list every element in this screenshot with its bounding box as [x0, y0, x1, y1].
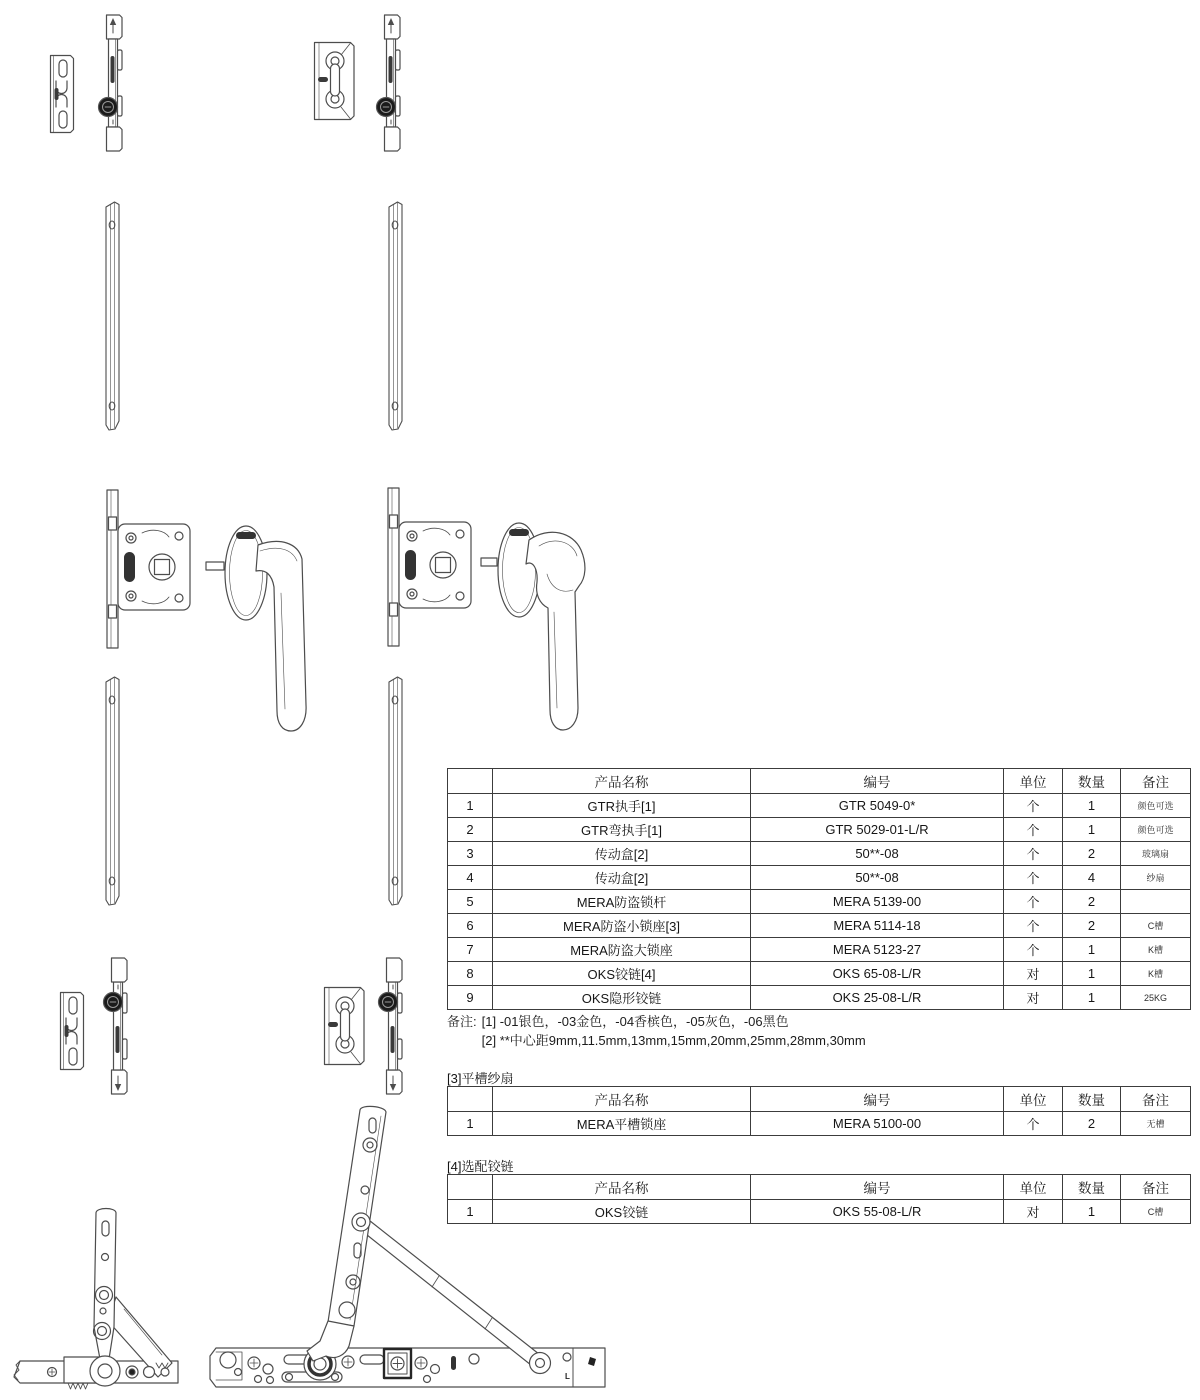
drawing-handle-straight: [206, 526, 306, 731]
table-cell: OKS隐形铰链: [493, 986, 751, 1010]
table-row: [448, 914, 1191, 938]
note-line-2: [2] **中心距9mm,11.5mm,13mm,15mm,20mm,25mm,28mm,30mm: [481, 1033, 866, 1048]
table-cell: 6: [448, 914, 493, 938]
table-cell: 对: [1004, 962, 1063, 986]
table-cell: K槽: [1121, 962, 1191, 986]
drawing-gearbox-2: [388, 488, 471, 646]
column-header: 单位: [1004, 1087, 1063, 1112]
table-cell: 个: [1004, 842, 1063, 866]
table-cell: 1: [1063, 818, 1121, 842]
table-cell: MERA 5123-27: [751, 938, 1004, 962]
table-cell: 2: [1063, 1112, 1121, 1136]
parts-table: [447, 768, 1191, 1010]
column-header: 产品名称: [493, 1087, 751, 1112]
table-cell: 颜色可选: [1121, 794, 1191, 818]
header-row: [448, 769, 1191, 794]
drawing-keeper-large-top: [315, 43, 355, 120]
table-cell: 个: [1004, 890, 1063, 914]
table-cell: 4: [1063, 866, 1121, 890]
drawing-lockrod-4: [389, 677, 402, 905]
table-cell: 5: [448, 890, 493, 914]
table-cell: MERA防盗小锁座[3]: [493, 914, 751, 938]
table-cell: 1: [448, 1200, 493, 1224]
header-row: [448, 1087, 1191, 1112]
column-header: 数量: [1063, 769, 1121, 794]
table-cell: 个: [1004, 818, 1063, 842]
table-cell: 8: [448, 962, 493, 986]
drawing-keeper-large-bottom: [325, 988, 365, 1065]
notes: [447, 1012, 866, 1050]
table-cell: 个: [1004, 938, 1063, 962]
drawing-lockrod-1: [106, 202, 119, 430]
table-cell: C槽: [1121, 1200, 1191, 1224]
table-cell: 25KG: [1121, 986, 1191, 1010]
table-cell: 2: [1063, 914, 1121, 938]
column-header: 备注: [1121, 1087, 1191, 1112]
column-header: [448, 769, 493, 794]
column-header: 编号: [751, 1087, 1004, 1112]
drawing-lockbar-bottom-2: [379, 958, 403, 1094]
table-cell: MERA 5100-00: [751, 1112, 1004, 1136]
table-row: [448, 818, 1191, 842]
table-row: [448, 866, 1191, 890]
table-cell: 传动盒[2]: [493, 866, 751, 890]
table-cell: 传动盒[2]: [493, 842, 751, 866]
section-label-screen: [3]平槽纱扇: [447, 1071, 514, 1086]
table-cell: 2: [448, 818, 493, 842]
column-header: [448, 1087, 493, 1112]
column-header: 数量: [1063, 1175, 1121, 1200]
parts-table: [447, 1174, 1191, 1224]
drawing-lockbar-top-1: [99, 15, 123, 151]
drawing-keeper-small-top: [51, 56, 74, 133]
table-cell: GTR弯执手[1]: [493, 818, 751, 842]
table-cell: MERA平槽锁座: [493, 1112, 751, 1136]
table-row: [448, 962, 1191, 986]
table-cell: K槽: [1121, 938, 1191, 962]
section-label-optional-hinge: [4]选配铰链: [447, 1159, 514, 1174]
note-line-1: [1] -01银色，-03金色，-04香槟色，-05灰色，-06黑色: [481, 1014, 789, 1029]
table-cell: 个: [1004, 1112, 1063, 1136]
table-row: [448, 938, 1191, 962]
table-cell: 1: [448, 1112, 493, 1136]
drawing-keeper-small-bottom: [61, 993, 84, 1070]
table-cell: 个: [1004, 914, 1063, 938]
drawing-hinge-small: [14, 1209, 178, 1390]
parts-table: [447, 1086, 1191, 1136]
table-cell: OKS铰链: [493, 1200, 751, 1224]
column-header: 备注: [1121, 769, 1191, 794]
table-cell: 3: [448, 842, 493, 866]
table-cell: GTR 5049-0*: [751, 794, 1004, 818]
table-cell: MERA防盗大锁座: [493, 938, 751, 962]
drawing-lockrod-3: [106, 677, 119, 905]
table-cell: 1: [1063, 794, 1121, 818]
table-cell: MERA防盗锁杆: [493, 890, 751, 914]
table-cell: 对: [1004, 1200, 1063, 1224]
table-row: [448, 1112, 1191, 1136]
table-cell: MERA 5114-18: [751, 914, 1004, 938]
table-cell: GTR执手[1]: [493, 794, 751, 818]
table-row: [448, 842, 1191, 866]
drawing-handle-bent: [481, 523, 585, 730]
table-cell: 无槽: [1121, 1112, 1191, 1136]
table-cell: [1121, 890, 1191, 914]
header-row: [448, 1175, 1191, 1200]
drawing-lockrod-2: [389, 202, 402, 430]
column-header: 编号: [751, 769, 1004, 794]
table-row: [448, 1200, 1191, 1224]
screen-parts-table: [447, 1086, 1191, 1136]
table-cell: 9: [448, 986, 493, 1010]
table-cell: 1: [1063, 986, 1121, 1010]
table-row: [448, 986, 1191, 1010]
column-header: 产品名称: [493, 769, 751, 794]
table-cell: 1: [1063, 962, 1121, 986]
drawing-lockbar-bottom-1: [104, 958, 128, 1094]
drawing-gearbox-1: [107, 490, 190, 648]
table-cell: C槽: [1121, 914, 1191, 938]
table-cell: OKS铰链[4]: [493, 962, 751, 986]
table-cell: 对: [1004, 986, 1063, 1010]
table-cell: 2: [1063, 842, 1121, 866]
table-cell: 纱扇: [1121, 866, 1191, 890]
column-header: 编号: [751, 1175, 1004, 1200]
table-cell: 个: [1004, 866, 1063, 890]
table-row: [448, 794, 1191, 818]
table-cell: 1: [448, 794, 493, 818]
table-cell: 玻璃扇: [1121, 842, 1191, 866]
column-header: [448, 1175, 493, 1200]
column-header: 产品名称: [493, 1175, 751, 1200]
optional-hinge-table: [447, 1174, 1191, 1224]
table-cell: 50**-08: [751, 842, 1004, 866]
drawing-hinge-large: [210, 1106, 605, 1387]
table-cell: OKS 55-08-L/R: [751, 1200, 1004, 1224]
drawing-lockbar-top-2: [377, 15, 401, 151]
hinge-size-mark: L: [565, 1372, 570, 1381]
table-cell: 2: [1063, 890, 1121, 914]
table-cell: 个: [1004, 794, 1063, 818]
main-parts-table: [447, 768, 1191, 1010]
column-header: 备注: [1121, 1175, 1191, 1200]
column-header: 数量: [1063, 1087, 1121, 1112]
table-cell: OKS 65-08-L/R: [751, 962, 1004, 986]
table-cell: MERA 5139-00: [751, 890, 1004, 914]
table-cell: 50**-08: [751, 866, 1004, 890]
column-header: 单位: [1004, 1175, 1063, 1200]
table-cell: OKS 25-08-L/R: [751, 986, 1004, 1010]
table-cell: 1: [1063, 1200, 1121, 1224]
table-cell: 颜色可选: [1121, 818, 1191, 842]
table-cell: 1: [1063, 938, 1121, 962]
table-row: [448, 890, 1191, 914]
table-cell: GTR 5029-01-L/R: [751, 818, 1004, 842]
column-header: 单位: [1004, 769, 1063, 794]
table-cell: 7: [448, 938, 493, 962]
notes-prefix: 备注:: [447, 1014, 477, 1029]
table-cell: 4: [448, 866, 493, 890]
